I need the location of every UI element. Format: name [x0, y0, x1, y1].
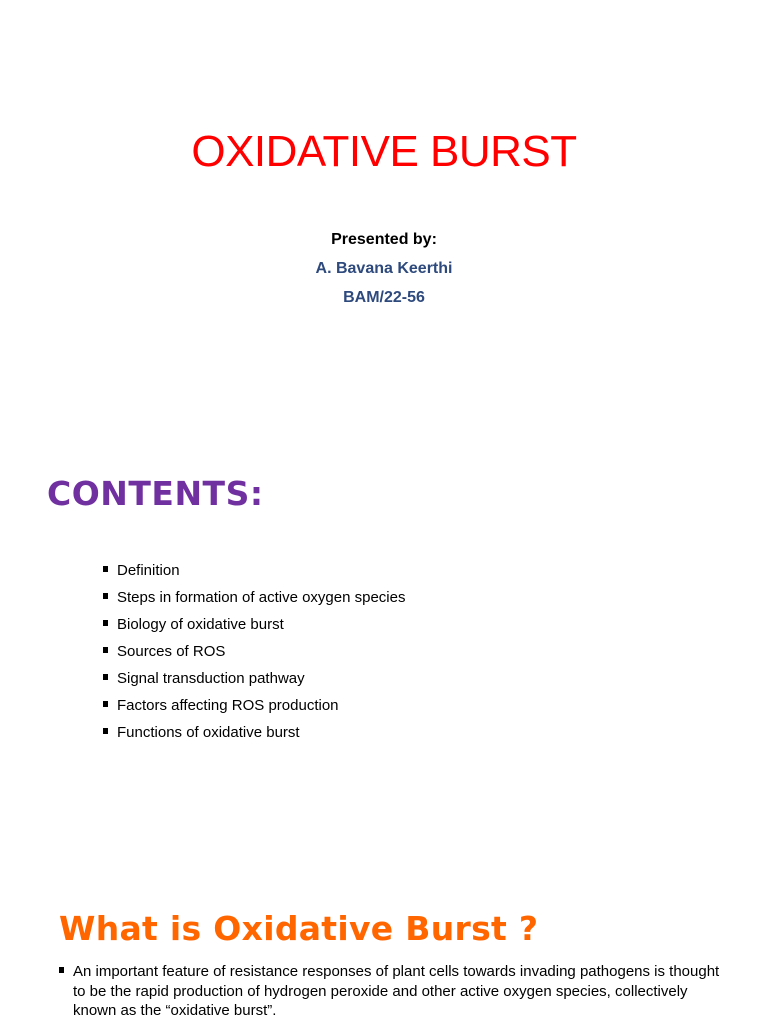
square-bullet-icon — [103, 593, 108, 599]
list-item-label: Sources of ROS — [117, 643, 226, 660]
list-item — [103, 668, 406, 695]
list-item-label: Functions of oxidative burst — [117, 724, 300, 741]
list-item-label: Biology of oxidative burst — [117, 616, 284, 633]
list-item — [103, 722, 406, 749]
slide-title: OXIDATIVE BURST — [191, 127, 577, 176]
presenter-id: BAM/22-56 — [343, 289, 425, 306]
contents-list — [103, 560, 406, 749]
square-bullet-icon — [103, 674, 108, 680]
definition-paragraph — [59, 962, 733, 1021]
square-bullet-icon — [103, 620, 108, 626]
list-item — [103, 560, 406, 587]
presented-by-label: Presented by: — [331, 231, 437, 248]
definition-heading: What is Oxidative Burst ? — [59, 909, 539, 948]
list-item-label: Steps in formation of active oxygen species — [117, 589, 406, 606]
square-bullet-icon — [103, 647, 108, 653]
list-item — [103, 641, 406, 668]
list-item — [103, 614, 406, 641]
contents-heading: CONTENTS: — [47, 474, 264, 513]
definition-text: An important feature of resistance responses of plant cells towards invading pathogens is thought to be the rapid production of hydrogen peroxide and other active oxygen species, collectively known as the “oxidative burst”. — [73, 963, 720, 1019]
list-item-label: Definition — [117, 562, 180, 579]
list-item-label: Factors affecting ROS production — [117, 697, 339, 714]
square-bullet-icon — [59, 967, 64, 973]
square-bullet-icon — [103, 566, 108, 572]
square-bullet-icon — [103, 728, 108, 734]
list-item-label: Signal transduction pathway — [117, 670, 305, 687]
presenter-name: A. Bavana Keerthi — [315, 260, 453, 277]
square-bullet-icon — [103, 701, 108, 707]
list-item — [103, 695, 406, 722]
list-item — [103, 587, 406, 614]
